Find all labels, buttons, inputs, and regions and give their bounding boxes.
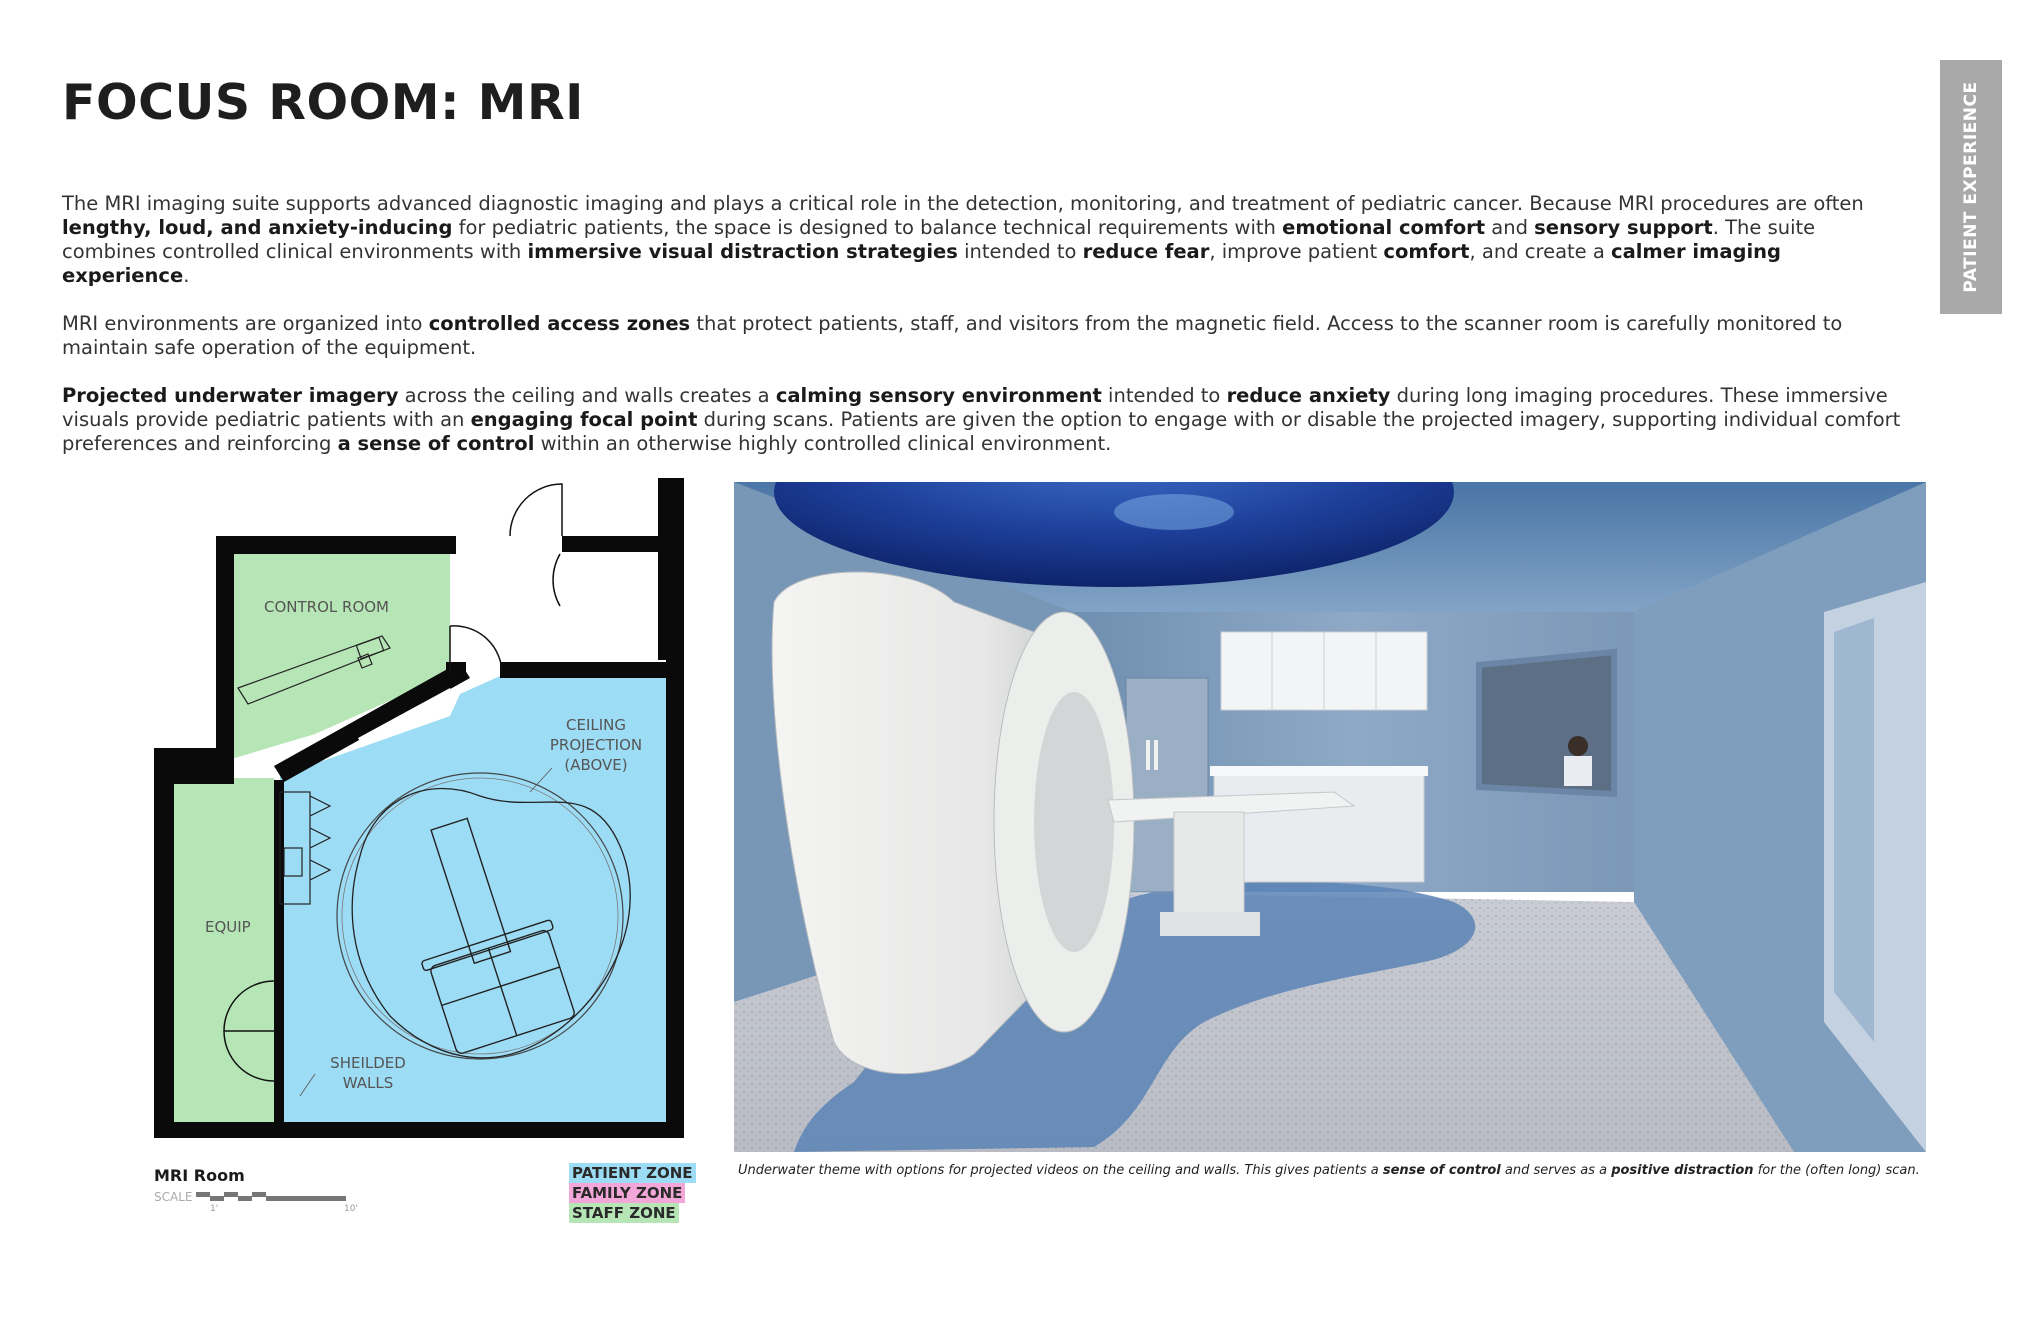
zone-legend <box>569 1163 696 1223</box>
mri-room-rendering <box>734 482 1926 1152</box>
floor-plan <box>150 476 690 1141</box>
intro-paragraph-2 <box>62 312 1912 360</box>
emphasis-text: reduce fear <box>1082 240 1210 263</box>
emphasis-text: engaging focal point <box>470 408 698 431</box>
body-text: within an otherwise highly controlled clinical environment. <box>534 432 1112 455</box>
body-text: for the (often long) scan. <box>1753 1163 1920 1178</box>
vestibule <box>450 554 560 674</box>
walls-label-2: WALLS <box>342 1074 394 1092</box>
body-text: that protect patients, staff, and visitors from the magnetic field. Access to the scanner room is carefully monitored to maintain safe operation of the equipment. <box>62 312 1843 359</box>
render-caption <box>738 1163 1938 1178</box>
emphasis-text: lengthy, loud, and anxiety-inducing <box>62 216 453 239</box>
body-text: intended to <box>957 240 1083 263</box>
emphasis-text: calming sensory environment <box>775 384 1102 407</box>
body-text: across the ceiling and walls creates a <box>398 384 776 407</box>
body-text: intended to <box>1101 384 1227 407</box>
side-tab-label: PATIENT EXPERIENCE <box>1961 81 1981 293</box>
intro-text <box>62 192 1912 480</box>
control-room-label: CONTROL ROOM <box>264 598 389 616</box>
body-text: , and create a <box>1469 240 1612 263</box>
legend-patient-zone: PATIENT ZONE <box>569 1163 696 1183</box>
emphasis-text: comfort <box>1383 240 1470 263</box>
scale-graphic <box>196 1192 356 1204</box>
emphasis-text: a sense of control <box>337 432 535 455</box>
side-tab <box>1940 60 2002 314</box>
equip-zone <box>174 778 274 1122</box>
body-text: Underwater theme with options for projected videos on the ceiling and walls. This gives patients a <box>738 1163 1383 1178</box>
emphasis-text: positive distraction <box>1611 1163 1754 1178</box>
scale-label: SCALE <box>154 1190 193 1204</box>
body-text: , improve patient <box>1209 240 1384 263</box>
emphasis-text: Projected underwater imagery <box>62 384 399 407</box>
body-text: MRI environments are organized into <box>62 312 429 335</box>
emphasis-text: calmer imaging experience <box>62 240 1782 287</box>
legend-family-zone: FAMILY ZONE <box>569 1183 685 1203</box>
ceiling-label-2: PROJECTION <box>549 736 643 754</box>
walls-label-1: SHEILDED <box>330 1054 406 1072</box>
intro-paragraph-1 <box>62 192 1912 288</box>
emphasis-text: sense of control <box>1382 1163 1501 1178</box>
plan-caption: MRI Room <box>154 1166 245 1185</box>
emphasis-text: controlled access zones <box>428 312 691 335</box>
body-text: during long imaging procedures. These immersive visuals provide pediatric patients with an <box>62 384 1888 431</box>
equip-label: EQUIP <box>205 918 251 936</box>
page-title: FOCUS ROOM: MRI <box>62 74 584 131</box>
scale-bar <box>154 1190 364 1216</box>
body-text: The MRI imaging suite supports advanced diagnostic imaging and plays a critical role in the detection, monitoring, and treatment of pediatric cancer. Because MRI procedures are often <box>62 192 1864 215</box>
observation-window-render <box>1479 652 1614 794</box>
body-text: . <box>183 264 190 287</box>
body-text: . The suite combines controlled clinical environments with <box>62 216 1816 263</box>
intro-paragraph-3 <box>62 384 1912 456</box>
emphasis-text: emotional comfort <box>1282 216 1486 239</box>
body-text: during scans. Patients are given the option to engage with or disable the projected imagery, supporting individual comfort preferences and reinforcing <box>62 408 1901 455</box>
counter <box>1214 772 1424 882</box>
legend-staff-zone: STAFF ZONE <box>569 1203 679 1223</box>
emphasis-text: immersive visual distraction strategies <box>527 240 958 263</box>
emphasis-text: sensory support <box>1534 216 1713 239</box>
emphasis-text: reduce anxiety <box>1226 384 1391 407</box>
body-text: for pediatric patients, the space is designed to balance technical requirements with <box>452 216 1283 239</box>
scale-tick-1: 1' <box>210 1204 219 1214</box>
scale-tick-10: 10' <box>344 1204 358 1214</box>
ceiling-label-3: (ABOVE) <box>564 756 628 774</box>
body-text: and serves as a <box>1500 1163 1612 1178</box>
ceiling-label-1: CEILING <box>566 716 626 734</box>
body-text: and <box>1485 216 1535 239</box>
